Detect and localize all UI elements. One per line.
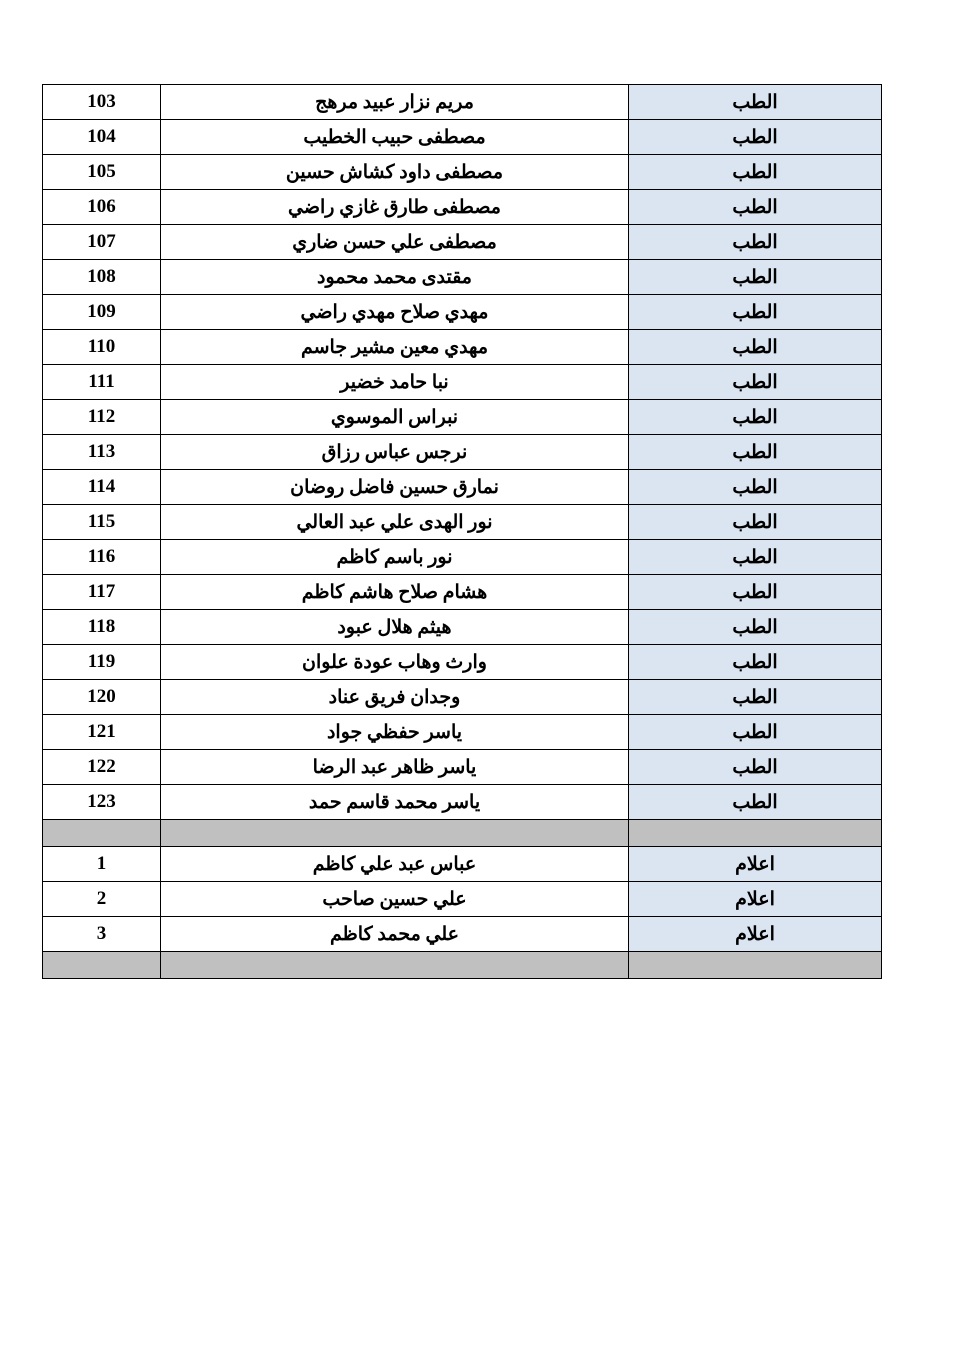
cell-department: اعلام: [629, 847, 882, 882]
cell-number: 3: [43, 917, 161, 952]
cell-department: الطب: [629, 225, 882, 260]
cell-department: الطب: [629, 785, 882, 820]
cell-department: اعلام: [629, 882, 882, 917]
cell-number: 1: [43, 847, 161, 882]
cell-name: مصطفى علي حسن ضاري: [161, 225, 629, 260]
cell-department: الطب: [629, 120, 882, 155]
cell-name: وارث وهاب عودة علوان: [161, 645, 629, 680]
cell-number: 2: [43, 882, 161, 917]
cell-name: مريم نزار عبيد مرهج: [161, 85, 629, 120]
table-row: [43, 882, 882, 917]
cell-department: الطب: [629, 435, 882, 470]
cell-department: الطب: [629, 190, 882, 225]
cell-number: 109: [43, 295, 161, 330]
cell-name: نبراس الموسوي: [161, 400, 629, 435]
cell-number: 123: [43, 785, 161, 820]
cell-name: هيثم هلال عبود: [161, 610, 629, 645]
cell-department: الطب: [629, 260, 882, 295]
cell-number: 117: [43, 575, 161, 610]
cell-number: [43, 820, 161, 847]
cell-name: مهدي معين مشير جاسم: [161, 330, 629, 365]
table-row: [43, 260, 882, 295]
table-row: [43, 155, 882, 190]
cell-number: 106: [43, 190, 161, 225]
table-row: [43, 575, 882, 610]
cell-number: 112: [43, 400, 161, 435]
cell-number: 122: [43, 750, 161, 785]
cell-department: الطب: [629, 155, 882, 190]
table-row: [43, 680, 882, 715]
cell-department: الطب: [629, 575, 882, 610]
cell-department: [629, 820, 882, 847]
table-spacer-row: [43, 952, 882, 979]
cell-name: مقتدى محمد محمود: [161, 260, 629, 295]
cell-number: 115: [43, 505, 161, 540]
cell-number: 114: [43, 470, 161, 505]
table-row: [43, 330, 882, 365]
cell-name: ياسر محمد قاسم حمد: [161, 785, 629, 820]
records-table: [42, 84, 882, 979]
table-row: [43, 470, 882, 505]
table-row: [43, 505, 882, 540]
cell-name: نبا حامد خضير: [161, 365, 629, 400]
cell-name: وجدان فريق عناد: [161, 680, 629, 715]
cell-name: ياسر ظاهر عبد الرضا: [161, 750, 629, 785]
cell-department: الطب: [629, 365, 882, 400]
table-row: [43, 750, 882, 785]
cell-name: نور باسم كاظم: [161, 540, 629, 575]
cell-department: الطب: [629, 645, 882, 680]
cell-department: الطب: [629, 680, 882, 715]
cell-name: ياسر حفظي جواد: [161, 715, 629, 750]
cell-number: 111: [43, 365, 161, 400]
table-row: [43, 120, 882, 155]
cell-name: مصطفى حبيب الخطيب: [161, 120, 629, 155]
cell-number: 120: [43, 680, 161, 715]
table-row: [43, 190, 882, 225]
cell-number: 107: [43, 225, 161, 260]
cell-department: الطب: [629, 750, 882, 785]
cell-number: 110: [43, 330, 161, 365]
cell-department: الطب: [629, 505, 882, 540]
cell-department: اعلام: [629, 917, 882, 952]
cell-name: نور الهدى علي عبد العالي: [161, 505, 629, 540]
cell-department: الطب: [629, 715, 882, 750]
cell-department: الطب: [629, 610, 882, 645]
table-row: [43, 847, 882, 882]
cell-number: 118: [43, 610, 161, 645]
cell-name: عباس عبد علي كاظم: [161, 847, 629, 882]
cell-name: [161, 952, 629, 979]
cell-department: الطب: [629, 470, 882, 505]
cell-department: الطب: [629, 295, 882, 330]
cell-number: 119: [43, 645, 161, 680]
cell-department: الطب: [629, 330, 882, 365]
table-spacer-row: [43, 820, 882, 847]
table-row: [43, 645, 882, 680]
table-row: [43, 85, 882, 120]
cell-number: 121: [43, 715, 161, 750]
cell-name: نمارق حسين فاضل روضان: [161, 470, 629, 505]
cell-number: 113: [43, 435, 161, 470]
table-row: [43, 610, 882, 645]
table-row: [43, 540, 882, 575]
cell-number: [43, 952, 161, 979]
cell-number: 104: [43, 120, 161, 155]
records-table-body: [43, 85, 882, 979]
cell-name: علي حسين صاحب: [161, 882, 629, 917]
cell-name: نرجس عباس رزاق: [161, 435, 629, 470]
table-row: [43, 295, 882, 330]
cell-name: مصطفى داود كشاش حسين: [161, 155, 629, 190]
cell-department: الطب: [629, 540, 882, 575]
table-row: [43, 365, 882, 400]
cell-department: الطب: [629, 400, 882, 435]
cell-name: هشام صلاح هاشم كاظم: [161, 575, 629, 610]
cell-number: 116: [43, 540, 161, 575]
cell-number: 108: [43, 260, 161, 295]
cell-number: 103: [43, 85, 161, 120]
cell-name: [161, 820, 629, 847]
cell-department: [629, 952, 882, 979]
table-row: [43, 715, 882, 750]
cell-name: مصطفى طارق غازي راضي: [161, 190, 629, 225]
table-row: [43, 917, 882, 952]
cell-department: الطب: [629, 85, 882, 120]
table-row: [43, 435, 882, 470]
records-table-wrapper: [82, 84, 882, 979]
table-row: [43, 785, 882, 820]
cell-name: علي محمد كاظم: [161, 917, 629, 952]
cell-name: مهدي صلاح مهدي راضي: [161, 295, 629, 330]
table-row: [43, 225, 882, 260]
table-row: [43, 400, 882, 435]
cell-number: 105: [43, 155, 161, 190]
